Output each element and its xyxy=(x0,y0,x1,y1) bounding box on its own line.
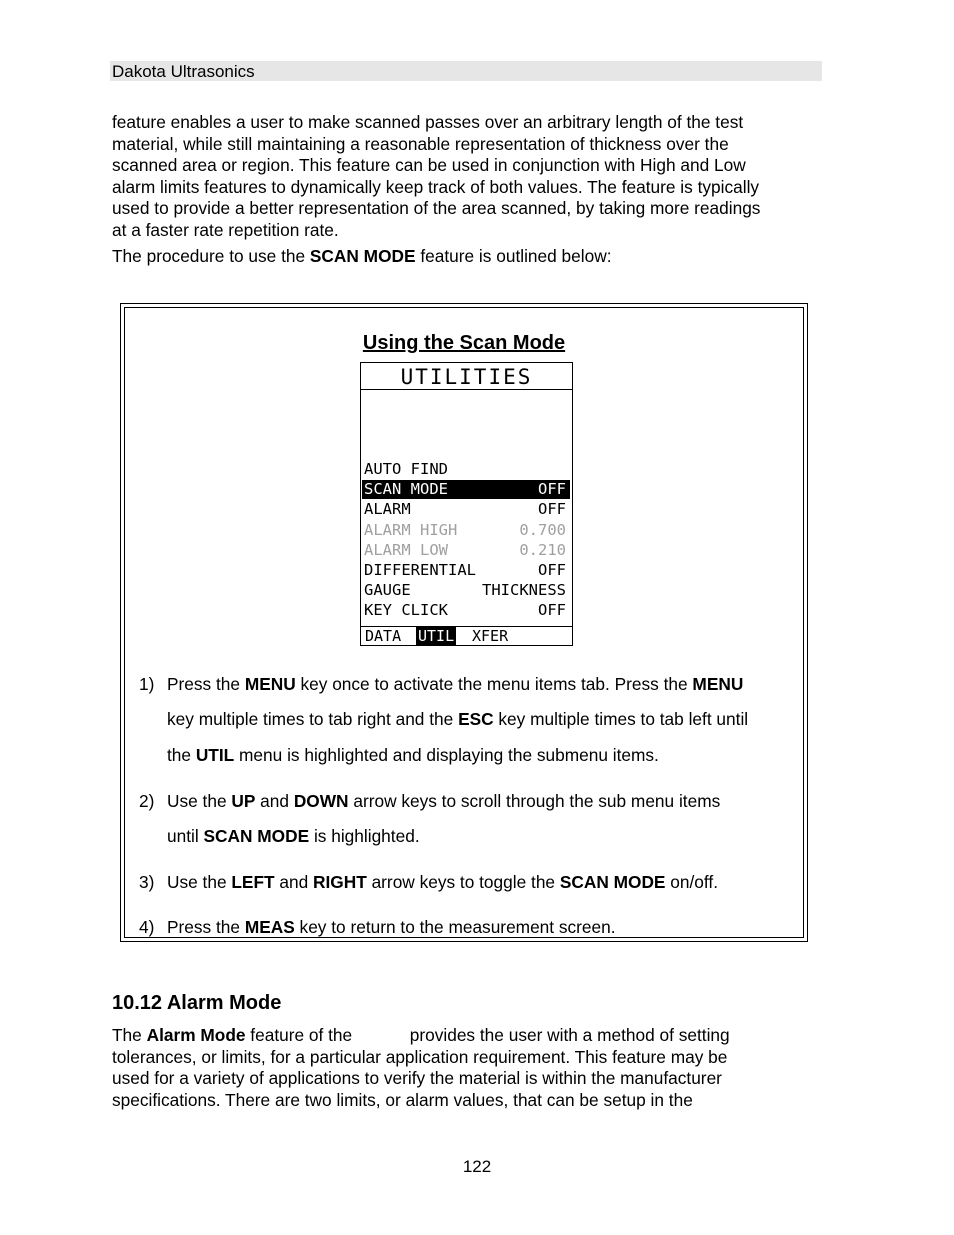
intro-line: scanned area or region. This feature can be used in conjunction with High and Low xyxy=(112,155,746,175)
menu-row-differential xyxy=(362,561,570,580)
menu-row-alarm-high xyxy=(362,521,570,540)
menu-row-gauge xyxy=(362,581,570,600)
procedure-bold: SCAN MODE xyxy=(309,246,416,266)
tab-xfer: XFER xyxy=(472,627,509,645)
intro-paragraph xyxy=(112,112,827,241)
step-line: the UTIL menu is highlighted and displaying the submenu items. xyxy=(167,745,659,765)
menu-row-value: OFF xyxy=(538,500,566,518)
step-line: Press the MEAS key to return to the measurement screen. xyxy=(167,917,616,937)
step-line: Use the LEFT and RIGHT arrow keys to toggle the SCAN MODE on/off. xyxy=(167,872,718,892)
step-line: Use the UP and DOWN arrow keys to scroll through the sub menu items xyxy=(167,791,721,811)
alarm-line: used for a variety of applications to verify the material is within the manufacturer xyxy=(112,1068,722,1088)
menu-row-auto-find xyxy=(362,460,570,479)
gauge-screen xyxy=(360,362,573,646)
step-line: Press the MENU key once to activate the menu items tab. Press the MENU xyxy=(167,674,744,694)
menu-row-alarm xyxy=(362,500,570,519)
menu-row-value: OFF xyxy=(538,601,566,619)
menu-row-label: SCAN MODE xyxy=(364,480,448,498)
menu-row-label: GAUGE xyxy=(364,581,411,599)
intro-line: alarm limits features to dynamically keep track of both values. The feature is typically xyxy=(112,176,760,197)
scan-mode-procedure-box xyxy=(120,303,808,942)
page-number: 122 xyxy=(462,1157,492,1176)
menu-row-key-click xyxy=(362,601,570,620)
intro-line: used to provide a better representation of the area scanned, by taking more readings xyxy=(112,198,761,218)
menu-row-alarm-low xyxy=(362,541,570,560)
menu-row-label: ALARM HIGH xyxy=(364,521,458,539)
step-number: 4) xyxy=(139,917,155,937)
intro-line: at a faster rate repetition rate. xyxy=(112,219,339,240)
box-title: Using the Scan Mode xyxy=(362,332,566,354)
menu-row-value: OFF xyxy=(538,561,566,579)
tab-data: DATA xyxy=(365,627,402,645)
tab-util: UTIL xyxy=(418,627,455,645)
menu-row-value: 0.210 xyxy=(519,541,566,559)
step-number: 3) xyxy=(139,872,155,892)
procedure-sentence xyxy=(112,246,827,268)
menu-row-value: THICKNESS xyxy=(482,581,566,599)
menu-row-label: AUTO FIND xyxy=(364,460,448,478)
alarm-mode-paragraph xyxy=(112,1025,827,1111)
screen-title: UTILITIES xyxy=(361,365,572,390)
procedure-suffix: feature is outlined below: xyxy=(415,246,612,266)
header-company: Dakota Ultrasonics xyxy=(112,62,255,81)
step-number: 1) xyxy=(139,674,155,694)
alarm-line: The Alarm Mode feature of the provides the user with a method of setting xyxy=(112,1025,730,1045)
intro-line: material, while still maintaining a reasonable representation of thickness over the xyxy=(112,133,729,154)
menu-row-label: ALARM LOW xyxy=(364,541,448,559)
intro-line: feature enables a user to make scanned passes over an arbitrary length of the test xyxy=(112,112,744,132)
alarm-line: tolerances, or limits, for a particular application requirement. This feature may be xyxy=(112,1046,728,1067)
step-line: key multiple times to tab right and the ESC key multiple times to tab left until xyxy=(167,709,749,729)
screen-tab-bar xyxy=(361,626,572,645)
alarm-line: specifications. There are two limits, or alarm values, that can be setup in the xyxy=(112,1089,693,1110)
procedure-prefix: The procedure to use the xyxy=(112,246,310,266)
menu-row-label: ALARM xyxy=(364,500,411,518)
menu-row-scan-mode xyxy=(362,480,570,499)
menu-row-label: KEY CLICK xyxy=(364,601,448,619)
menu-row-label: DIFFERENTIAL xyxy=(364,561,476,579)
step-number: 2) xyxy=(139,791,155,811)
section-heading: 10.12 Alarm Mode xyxy=(112,992,282,1014)
menu-row-value: OFF xyxy=(538,480,566,498)
menu-row-value: 0.700 xyxy=(519,521,566,539)
step-line: until SCAN MODE is highlighted. xyxy=(167,826,420,846)
running-header xyxy=(110,61,822,81)
box-inner-frame xyxy=(124,307,804,938)
